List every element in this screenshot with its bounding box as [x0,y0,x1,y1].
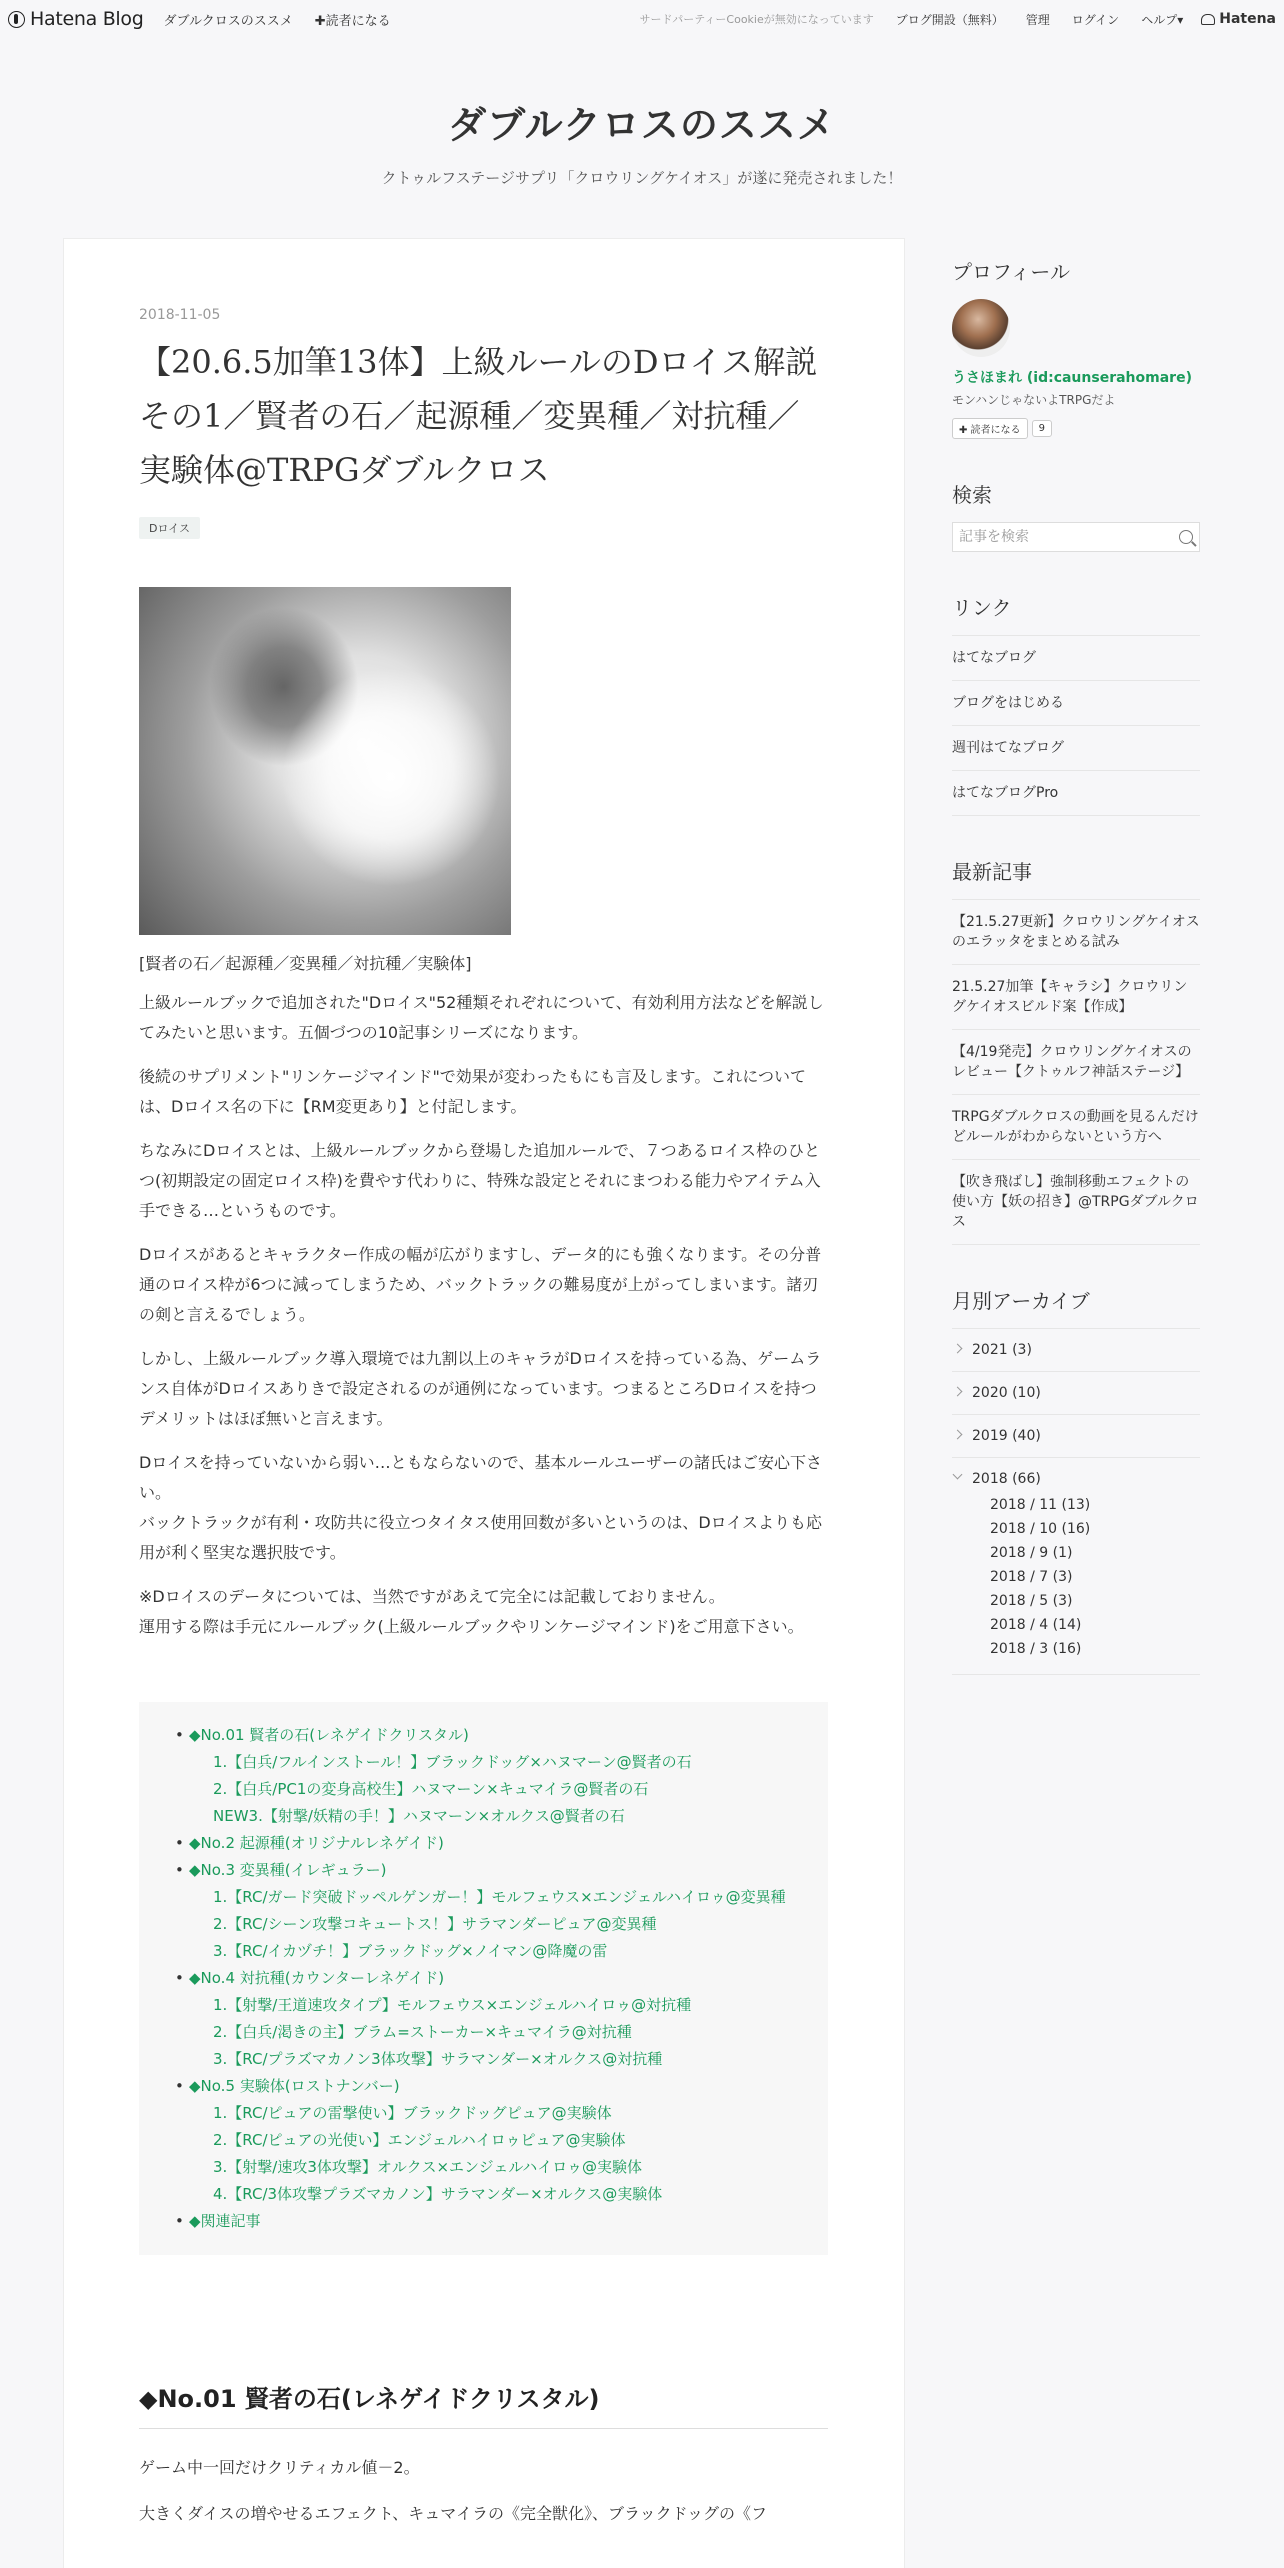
top-nav-bar [0,0,1284,38]
entry-paragraph: Dロイスを持っていないから弱い…ともならないので、基本ルールユーザーの諸氏はご安心下さい。 バックトラックが有利・攻防共に役立つタイタス使用回数が多いというのは、Dロイスよりも応用が利く堅実な選択肢です。 [139,1453,823,1562]
search-icon[interactable] [1179,530,1193,544]
chevron-icon[interactable] [953,1430,963,1440]
entry-body [139,988,828,1642]
search-box [952,522,1200,552]
section-text-2: 大きくダイスの増やせるエフェクト、キュマイラの《完全獣化》、ブラックドッグの《フ [139,2504,768,2523]
hatena-blog-logo[interactable] [8,8,144,30]
toc-list [189,1722,798,2235]
sidebar-link-item[interactable]: はてなブログ [952,636,1200,681]
archive-year-label[interactable]: 2018 (66) [972,1471,1041,1487]
recent-title: 最新記事 [952,860,1032,884]
sidebar-link-item[interactable]: ブログをはじめる [952,681,1200,726]
toc-item[interactable]: 1.【RC/ガード突破ドッペルゲンガー！】モルフェウス×エンジェルハイロゥ@変異種 [213,1888,786,1906]
archive-module [952,1285,1200,1675]
avatar[interactable] [952,299,1010,357]
toc-item[interactable]: 1.【射撃/王道速攻タイプ】モルフェウス×エンジェルハイロゥ@対抗種 [213,1996,692,2014]
hatena-logo-icon [8,11,25,28]
profile-module [952,256,1200,439]
profile-title: プロフィール [952,260,1070,284]
reader-row [952,418,1200,439]
archive-year-item[interactable] [952,1372,1200,1415]
toc-item[interactable]: • ◆No.4 対抗種(カウンターレネゲイド) [189,1965,798,1992]
entry-paragraph: Dロイスがあるとキャラクター作成の幅が広がりますし、データ的にも強くなります。その分普通のロイス枠が6つに減ってしまうため、バックトラックの難易度が上がってしまいます。諸刃の剣と言えるでしょう。 [139,1245,822,1324]
toc-item[interactable]: 4.【RC/3体攻撃プラズマカノン】サラマンダー×オルクス@実験体 [213,2185,663,2203]
table-of-contents [139,1702,828,2255]
section-text: ゲーム中一回だけクリティカル値－2。 [139,2458,420,2477]
search-module [952,479,1200,552]
toc-item[interactable]: 2.【白兵/PC1の変身高校生】ハヌマーン×キュマイラ@賢者の石 [213,1780,649,1798]
profile-name[interactable]: うさほまれ (id:caunserahomare) [952,370,1192,386]
archive-month-item[interactable]: 2018 / 5 (3) [990,1593,1073,1609]
archive-title: 月別アーカイブ [952,1289,1090,1313]
hatena-bird-icon [1201,14,1215,25]
recent-entry-item[interactable]: TRPGダブルクロスの動画を見るんだけどルールがわからないという方へ [952,1095,1200,1160]
search-input[interactable] [959,529,1179,545]
entry-paragraph: しかし、上級ルールブック導入環境では九割以上のキャラがDロイスを持っている為、ゲームランス自体がDロイスありきで設定されるのが通例になっています。つまるところDロイスを持つデメリットはほぼ無いと言えます。 [139,1349,822,1428]
entry-paragraph: 上級ルールブックで追加された"Dロイス"52種類それぞれについて、有効利用方法などを解説してみたいと思います。五個づつの10記事シリーズになります。 [139,993,824,1042]
subscribe-button[interactable]: ✚ 読者になる [952,418,1028,439]
archive-month-list [972,1493,1200,1661]
entry-title[interactable]: 【20.6.5加筆13体】上級ルールのDロイス解説その1／賢者の石／起源種／変異種／対抗種／実験体@TRPGダブルクロス [139,343,818,489]
archive-month-item[interactable]: 2018 / 11 (13) [990,1497,1091,1513]
archive-month-item[interactable]: 2018 / 4 (14) [990,1617,1082,1633]
entry-hero-image [139,587,511,935]
blog-header [0,38,1284,188]
blog-title[interactable]: ダブルクロスのススメ [448,103,836,147]
links-module [952,592,1200,816]
entry-paragraph: ※Dロイスのデータについては、当然ですがあえて完全には記載しておりません。 運用する際は手元にルールブック(上級ルールブックやリンケージマインド)をご用意下さい。 [139,1587,804,1636]
toc-item[interactable]: • ◆No.2 起源種(オリジナルレネゲイド) [189,1830,798,1857]
archive-year-label[interactable]: 2021 (3) [972,1342,1032,1358]
blog-name-link[interactable]: ダブルクロスのススメ [163,13,293,29]
archive-month-item[interactable]: 2018 / 3 (16) [990,1641,1082,1657]
reader-count[interactable]: 9 [1032,420,1052,437]
archive-list [952,1328,1200,1675]
chevron-icon[interactable] [953,1470,963,1480]
entry [64,239,904,2529]
archive-year-label[interactable]: 2020 (10) [972,1385,1041,1401]
archive-year-label[interactable]: 2019 (40) [972,1428,1041,1444]
toc-item[interactable]: 1.【白兵/フルインストール！】ブラックドッグ×ハヌマーン@賢者の石 [213,1753,692,1771]
category-tag[interactable]: Dロイス [139,517,200,539]
chevron-icon[interactable] [953,1344,963,1354]
caret-down-icon: ▾ [1177,12,1184,27]
hatena-link[interactable] [1201,11,1276,27]
help-menu[interactable] [1141,11,1183,28]
recent-entry-item[interactable]: 【21.5.27更新】クロウリングケイオスのエラッタをまとめる試み [952,900,1200,965]
recent-entry-item[interactable]: 21.5.27加筆【キャラシ】クロウリングケイオスビルド案【作成】 [952,965,1200,1030]
login-link[interactable]: ログイン [1071,12,1120,27]
toc-item[interactable]: 2.【RC/ピュアの光使い】エンジェルハイロゥピュア@実験体 [213,2131,626,2149]
sidebar-link-item[interactable]: 週刊はてなブログ [952,726,1200,771]
toc-item[interactable]: 1.【RC/ピュアの雷撃使い】ブラックドッグピュア@実験体 [213,2104,612,2122]
help-label: ヘルプ [1141,12,1178,27]
toc-item[interactable]: • ◆No.3 変異種(イレギュラー) [189,1857,798,1884]
search-title: 検索 [952,483,992,507]
archive-year-item[interactable] [952,1415,1200,1458]
blog-description: クトゥルフステージサプリ「クロウリングケイオス」が遂に発売されました！ [381,169,903,187]
manage-link[interactable]: 管理 [1025,12,1050,27]
toc-item[interactable]: 3.【RC/プラズマカノン3体攻撃】サラマンダー×オルクス@対抗種 [213,2050,663,2068]
recent-module [952,856,1200,1245]
toc-item[interactable]: NEW3.【射撃/妖精の手！】ハヌマーン×オルクス@賢者の石 [213,1807,625,1825]
toc-item[interactable]: • ◆No.01 賢者の石(レネゲイドクリスタル) [189,1722,798,1749]
profile-description: モンハンじゃないよTRPGだよ [952,393,1116,407]
toc-item[interactable]: 2.【RC/シーン攻撃コキュートス！】サラマンダーピュア@変異種 [213,1915,657,1933]
image-caption: [賢者の石／起源種／変異種／対抗種／実験体] [139,954,472,973]
main-content [63,238,905,2568]
links-title: リンク [952,596,1012,620]
entry-paragraph: 後続のサプリメント"リンケージマインド"で効果が変わったもにも言及します。これについては、Dロイス名の下に【RM変更あり】と付記します。 [139,1067,807,1116]
recent-entry-item[interactable]: 【4/19発売】クロウリングケイオスのレビュー【クトゥルフ神話ステージ】 [952,1030,1200,1095]
section-heading: ◆No.01 賢者の石(レネゲイドクリスタル) [139,2379,828,2429]
sidebar-link-item[interactable]: はてなブログPro [952,771,1200,816]
open-blog-link[interactable]: ブログ開設（無料） [895,12,1004,27]
chevron-icon[interactable] [953,1387,963,1397]
toc-item[interactable]: 3.【射撃/速攻3体攻撃】オルクス×エンジェルハイロゥ@実験体 [213,2158,643,2176]
archive-year-item[interactable] [952,1458,1200,1675]
logo-text: Hatena Blog [30,8,144,30]
toc-item[interactable]: • ◆No.5 実験体(ロストナンバー) [189,2073,798,2100]
toc-item[interactable]: • ◆関連記事 [189,2208,798,2235]
toc-item[interactable]: 2.【白兵/渇きの主】ブラム=ストーカー×キュマイラ@対抗種 [213,2023,632,2041]
archive-month-item[interactable]: 2018 / 9 (1) [990,1545,1073,1561]
subscribe-link[interactable]: ✚読者になる [314,13,391,29]
archive-month-item[interactable]: 2018 / 10 (16) [990,1521,1091,1537]
archive-year-item[interactable] [952,1329,1200,1372]
archive-month-item[interactable]: 2018 / 7 (3) [990,1569,1073,1585]
toc-item[interactable]: 3.【RC/イカヅチ！】ブラックドッグ×ノイマン@降魔の雷 [213,1942,608,1960]
cookie-notice[interactable]: サードパーティーCookieが無効になっています [639,13,874,26]
entry-paragraph: ちなみにDロイスとは、上級ルールブックから登場した追加ルールで、７つあるロイス枠のひとつ(初期設定の固定ロイス枠)を費やす代わりに、特殊な設定とそれにまつわる能力やアイテム入手できる…というものです。 [139,1141,821,1220]
entry-date[interactable]: 2018-11-05 [139,307,221,323]
sidebar [952,256,1200,1715]
links-list [952,635,1200,816]
recent-entry-item[interactable]: 【吹き飛ばし】強制移動エフェクトの使い方【妖の招き】@TRPGダブルクロス [952,1160,1200,1245]
recent-list [952,899,1200,1245]
hatena-label: Hatena [1219,11,1276,27]
